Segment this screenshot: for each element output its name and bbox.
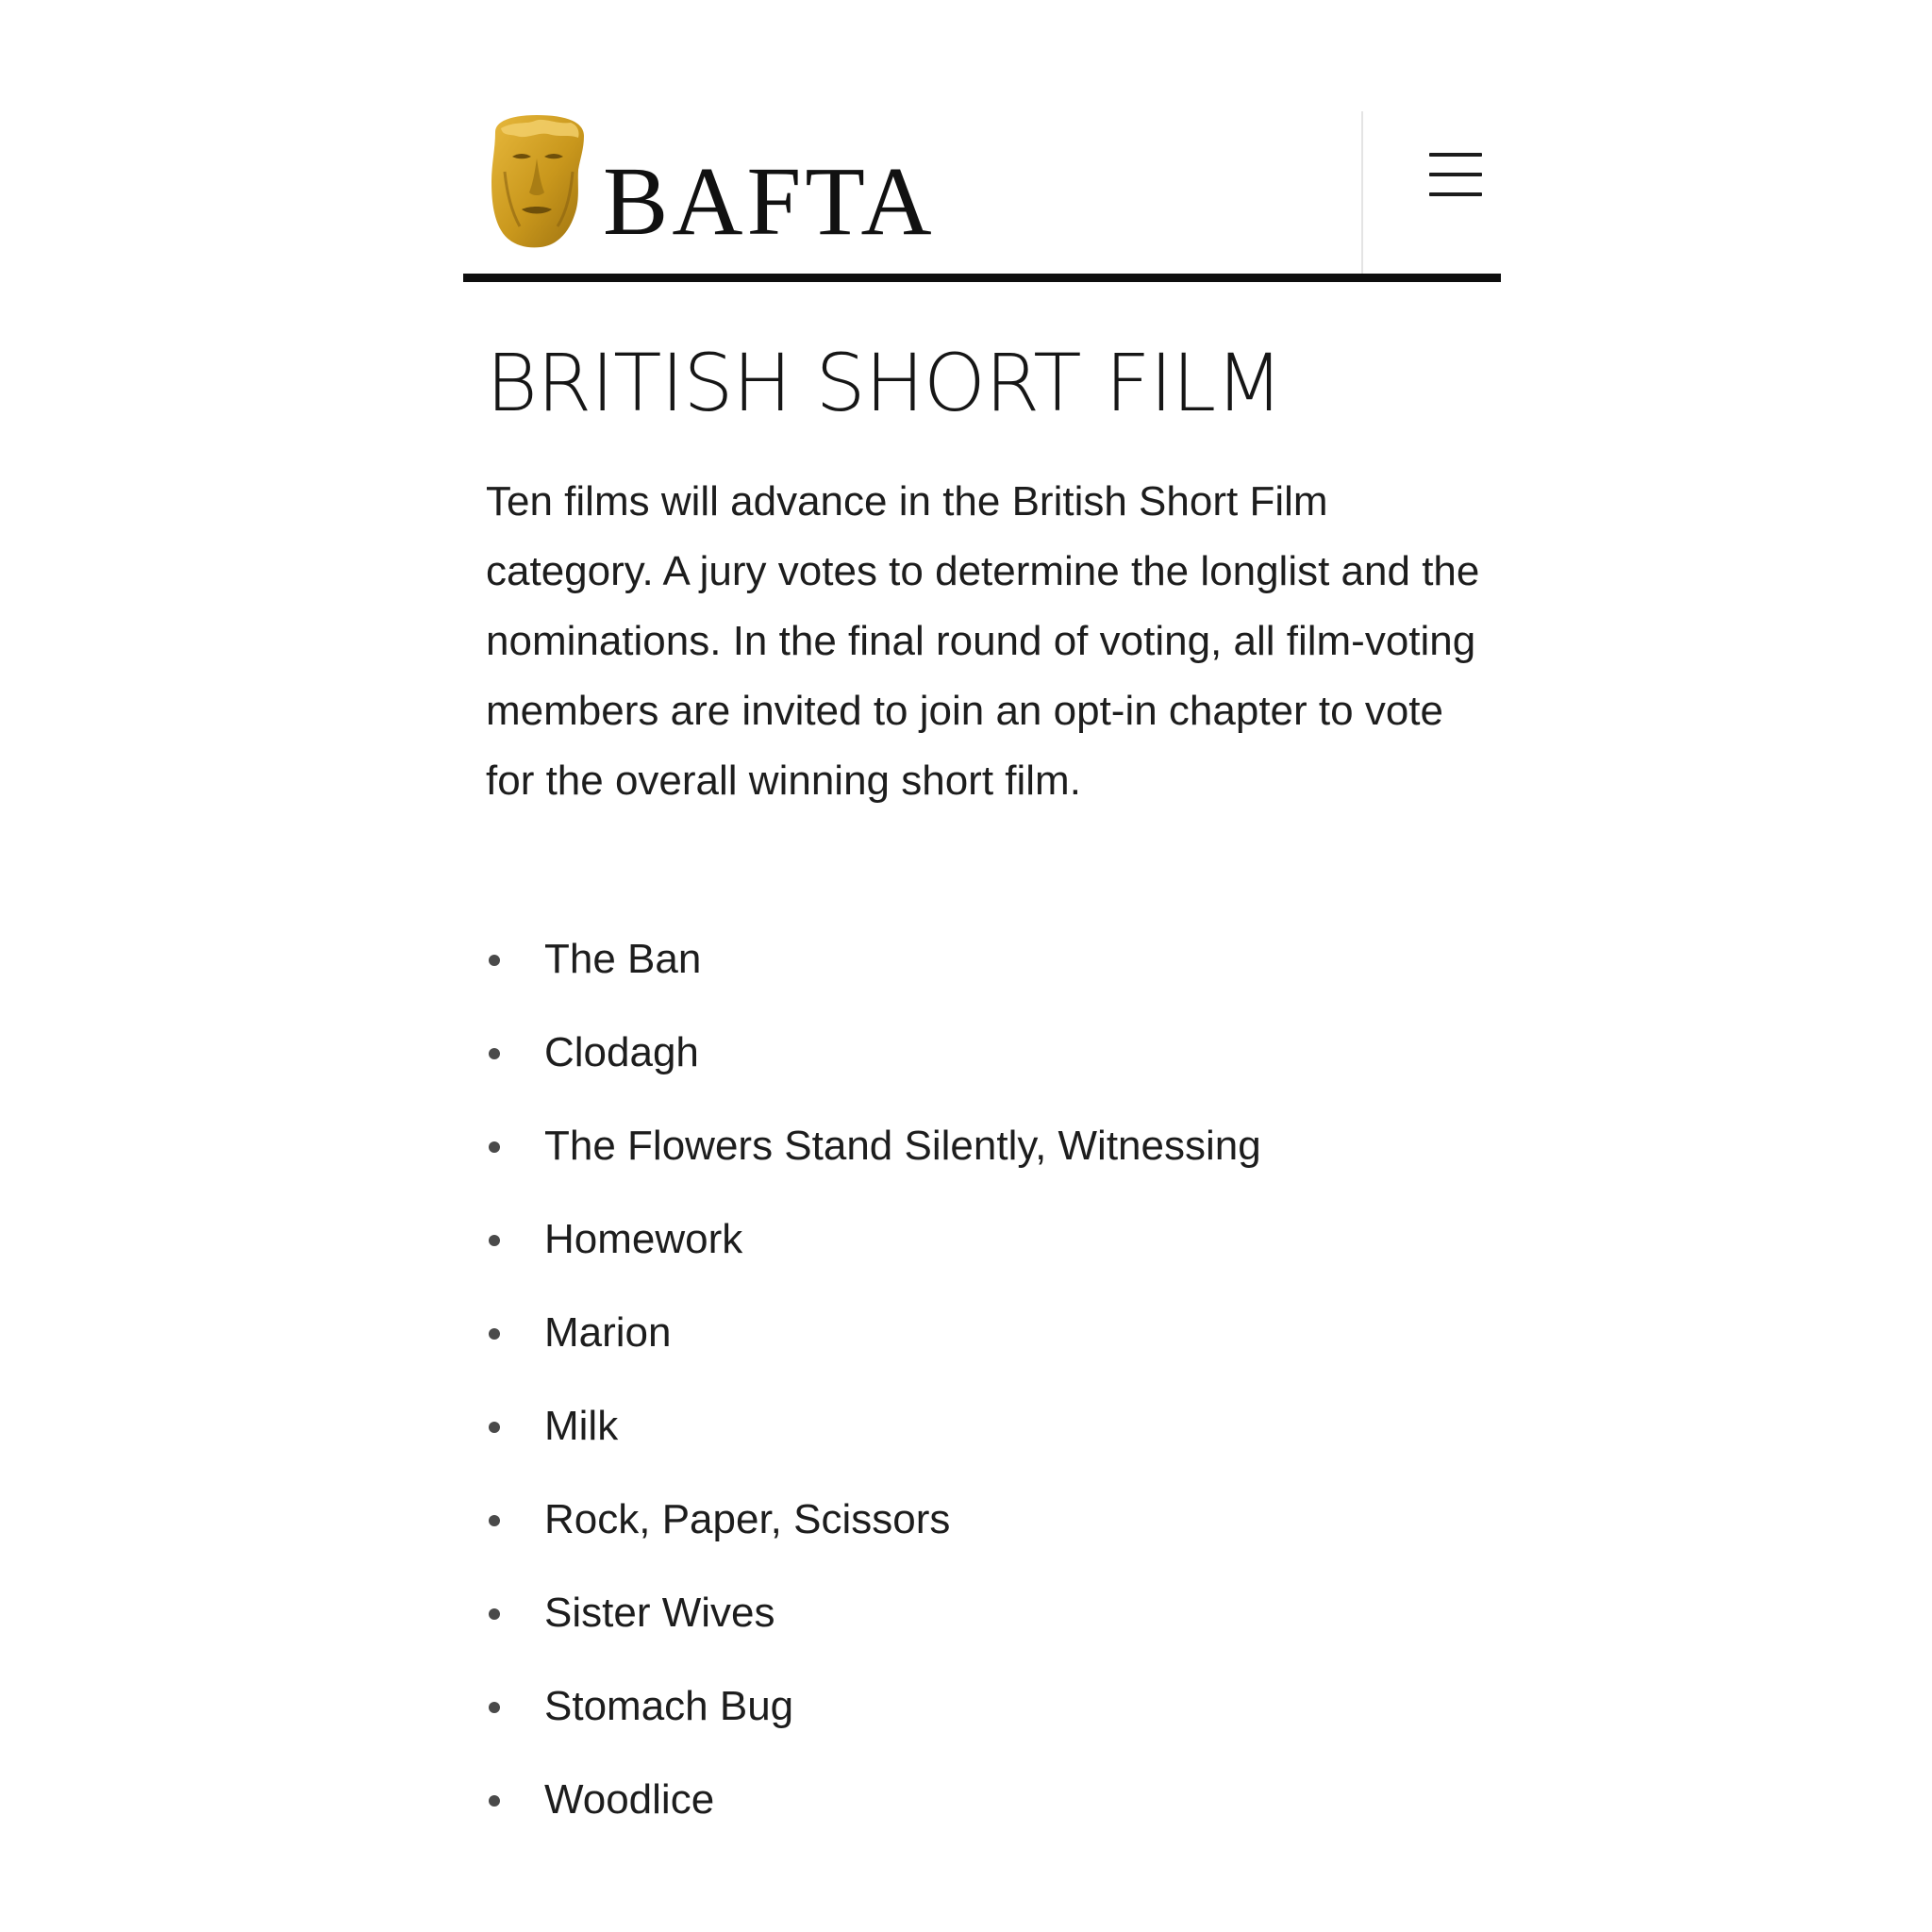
film-title: Stomach Bug bbox=[544, 1683, 794, 1729]
intro-paragraph: Ten films will advance in the British Short Film category. A jury votes to determine the longlist and the nominations. In the final round of voting, all film-voting members are invited to join an opt-in chapter to vote for the overall winning short film. bbox=[486, 478, 1480, 804]
film-title: Milk bbox=[544, 1403, 619, 1449]
site-header bbox=[463, 111, 1501, 283]
bafta-wordmark: BAFTA bbox=[603, 147, 936, 256]
film-title: The Flowers Stand Silently, Witnessing bbox=[544, 1123, 1261, 1169]
film-title: Clodagh bbox=[544, 1029, 699, 1075]
film-title: Rock, Paper, Scissors bbox=[544, 1496, 951, 1542]
bullet-icon bbox=[489, 955, 500, 966]
header-rule bbox=[463, 274, 1501, 282]
hamburger-menu-icon[interactable] bbox=[1429, 153, 1484, 200]
film-title: Sister Wives bbox=[544, 1590, 775, 1636]
film-title: Homework bbox=[544, 1216, 743, 1262]
bullet-icon bbox=[489, 1422, 500, 1433]
page-title: BRITISH SHORT FILM bbox=[486, 337, 1283, 429]
film-title: The Ban bbox=[544, 936, 702, 982]
bullet-icon bbox=[489, 1235, 500, 1246]
bafta-mask-icon bbox=[486, 115, 588, 249]
header-divider bbox=[1361, 111, 1363, 274]
bullet-icon bbox=[489, 1328, 500, 1340]
bafta-logo-link[interactable] bbox=[486, 115, 936, 256]
film-title: Woodlice bbox=[544, 1776, 715, 1823]
bullet-icon bbox=[489, 1795, 500, 1807]
bullet-icon bbox=[489, 1141, 500, 1153]
bullet-icon bbox=[489, 1608, 500, 1620]
film-title: Marion bbox=[544, 1309, 672, 1356]
bullet-icon bbox=[489, 1515, 500, 1526]
page bbox=[463, 0, 1501, 1932]
bullet-icon bbox=[489, 1702, 500, 1713]
bullet-icon bbox=[489, 1048, 500, 1059]
